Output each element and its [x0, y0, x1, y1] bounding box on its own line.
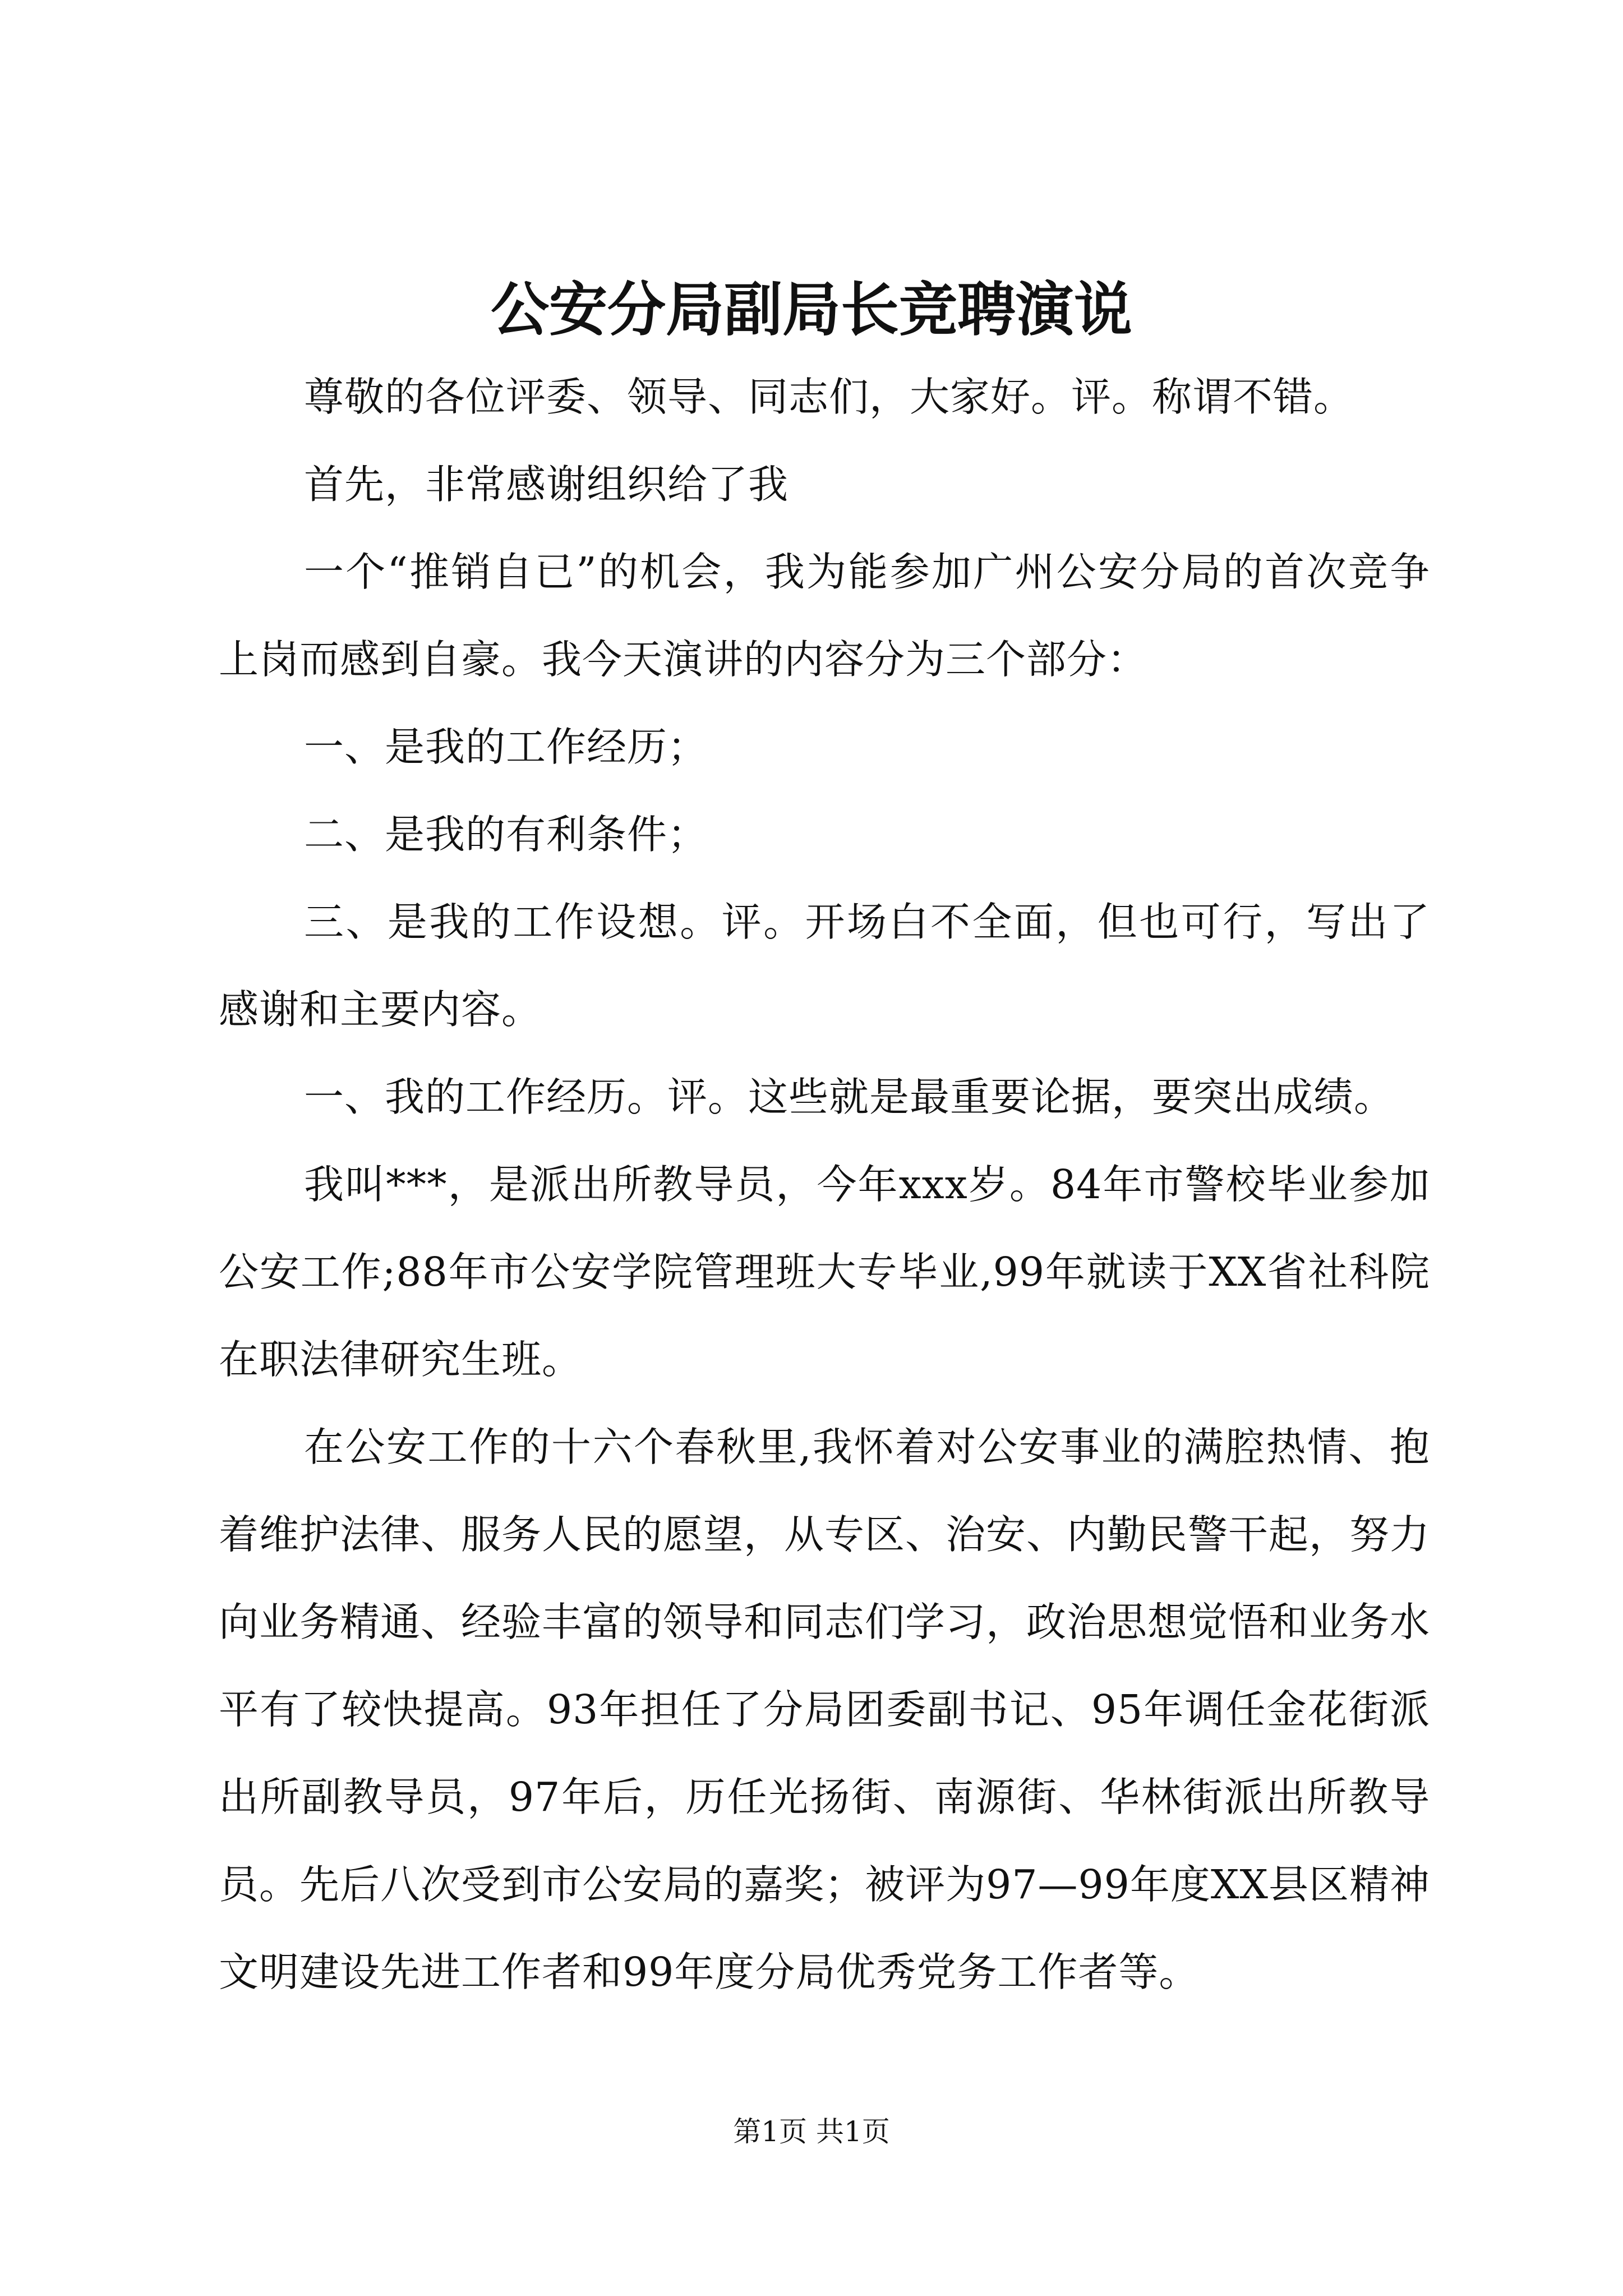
paragraph-part-one: 一、是我的工作经历；	[304, 724, 708, 770]
paragraph-work-history: 在公安工作的十六个春秋里,我怀着对公安事业的满腔热情、抱着维护法律、服务人民的愿望，从专区、治安、内勤民警干起，努力向业务精通、经验丰富的领导和同志们学习，政治思想觉悟和业务水平有了较快提高。93年担任了分局团委副书记、95年调任金花街派出所副教导员，97年后，历任光扬街、南源街、华林街派出所教导员。先后八次受到市公安局的嘉奖；被评为97—99年度XX县区精神文明建设先进工作者和99年度分局优秀党务工作者等。	[219, 1424, 1431, 1995]
paragraph-greeting: 尊敬的各位评委、领导、同志们，大家好。评。称谓不错。	[304, 374, 1354, 420]
paragraph-part-three: 三、是我的工作设想。评。开场白不全面，但也可行，写出了感谢和主要内容。	[219, 899, 1430, 1033]
page-footer: 第1页 共1页	[733, 2115, 890, 2148]
paragraph-thanks: 首先，非常感谢组织给了我	[304, 461, 789, 508]
document-body	[219, 353, 1430, 2016]
paragraph-personal-info: 我叫***，是派出所教导员，今年xxx岁。84年市警校毕业参加公安工作;88年市公安学院管理班大专毕业,99年就读于XX省社科院在职法律研究生班。	[219, 1161, 1430, 1383]
paragraph-section-heading: 一、我的工作经历。评。这些就是最重要论据，要突出成绩。	[304, 1074, 1395, 1120]
paragraph-introduction: 一个“推销自已”的机会，我为能参加广州公安分局的首次竞争上岗而感到自豪。我今天演讲的内容分为三个部分：	[219, 549, 1430, 683]
paragraph-part-two: 二、是我的有利条件；	[304, 811, 708, 858]
page-title: 公安分局副局长竞聘演说	[490, 275, 1132, 344]
